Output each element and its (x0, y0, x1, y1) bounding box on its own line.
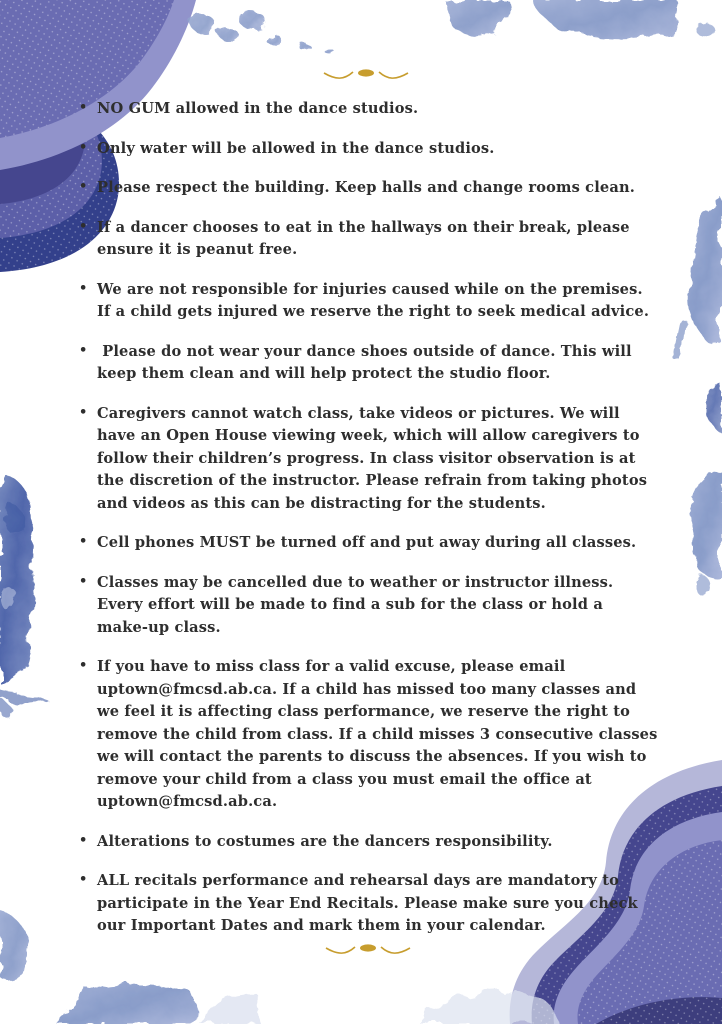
watercolor-left-light-blot (2, 588, 18, 612)
watercolor-top-right-small (444, 0, 509, 36)
rule-text: NO GUM allowed in the dance studios. (97, 100, 419, 117)
rule-list-item (78, 831, 659, 854)
rule-text: Alterations to costumes are the dancers responsibility. (97, 832, 553, 850)
rule-text: Cell phones MUST be turned off and put away during all classes. (97, 534, 637, 551)
watercolor-right-patch-a (689, 198, 722, 346)
watercolor-right-patch-b (691, 468, 722, 579)
watercolor-top-right-speck (695, 21, 713, 34)
rule-list-item (78, 138, 659, 161)
rule-list-item (78, 532, 659, 555)
rule-list-item (78, 217, 659, 262)
divider-ornament-icon (324, 69, 408, 78)
rule-text: If a dancer chooses to eat in the hallways on their break, please ensure it is peanut free. (97, 218, 635, 258)
rule-list-item (78, 341, 659, 386)
rule-list-item (78, 279, 659, 324)
rule-list-item (78, 177, 659, 200)
divider-top (137, 69, 588, 78)
rule-text: If you have to miss class for a valid excuse, please email uptown@fmcsd.ab.ca. If a child has missed too many classes and we feel it is affecting class performance, we reserve the right to remove the child from class. If a child misses 3 consecutive classes we will contact the parents to discuss the absences. If you wish to remove your child from a class you must email the office at uptown@fmcsd.ab.ca. (97, 658, 663, 810)
rule-list-item (78, 98, 659, 121)
rule-list-item (78, 403, 659, 516)
rule-list-item (78, 870, 659, 938)
watercolor-left-blob (0, 700, 11, 716)
watercolor-left-patch (0, 470, 33, 684)
bullet-icon: • (79, 179, 88, 194)
watercolor-top-center-debris (190, 13, 336, 56)
bullet-icon: • (79, 139, 88, 155)
bullet-icon: • (79, 658, 88, 673)
bullet-icon: • (79, 832, 88, 848)
bullet-icon: • (79, 534, 88, 549)
watercolor-left-dark-blot (5, 506, 23, 534)
rule-text: Classes may be cancelled due to weather or instructor illness. Every effort will be made to find a sub for the class or hold a make-up class. (97, 573, 619, 636)
bullet-icon: • (79, 573, 88, 589)
bullet-icon: • (79, 342, 88, 358)
watercolor-top-right-large (533, 0, 681, 38)
rule-text: Please do not wear your dance shoes outside of dance. This will keep them clean and will help protect the studio floor. (97, 342, 637, 382)
rule-list-item (78, 572, 659, 640)
rule-text: Only water will be allowed in the dance studios. (97, 139, 495, 157)
rule-text: ALL recitals performance and rehearsal days are mandatory to participate in the Year End Recitals. Please make sure you check our Important Dates and mark them in your calendar. (97, 872, 644, 934)
bullet-icon: • (79, 100, 88, 115)
watercolor-bottom-left-small (0, 910, 29, 980)
bullet-icon: • (79, 218, 88, 234)
rules-list (78, 98, 663, 955)
watercolor-right-tail (696, 576, 710, 596)
watercolor-left-squiggle (0, 690, 46, 702)
watercolor-bottom-left-large (57, 985, 195, 1024)
watercolor-right-drip (675, 320, 688, 363)
bullet-icon: • (79, 872, 88, 887)
watercolor-bottom-faint-a (200, 993, 261, 1024)
rule-list-item (78, 656, 663, 814)
rule-text: Caregivers cannot watch class, take videos or pictures. We will have an Open House viewing week, which will allow caregivers to follow their children’s progress. In class visitor observation is at the discretion of the instructor. Please refrain from taking photos and videos as this can be distracting for the students. (97, 404, 653, 512)
rule-text: Please respect the building. Keep halls and change rooms clean. (97, 179, 635, 196)
bullet-icon: • (79, 404, 88, 420)
watercolor-right-cluster (705, 385, 722, 432)
rule-text: We are not responsible for injuries caused while on the premises. If a child gets injured we reserve the right to seek medical advice. (97, 280, 650, 320)
bullet-icon: • (79, 280, 88, 296)
